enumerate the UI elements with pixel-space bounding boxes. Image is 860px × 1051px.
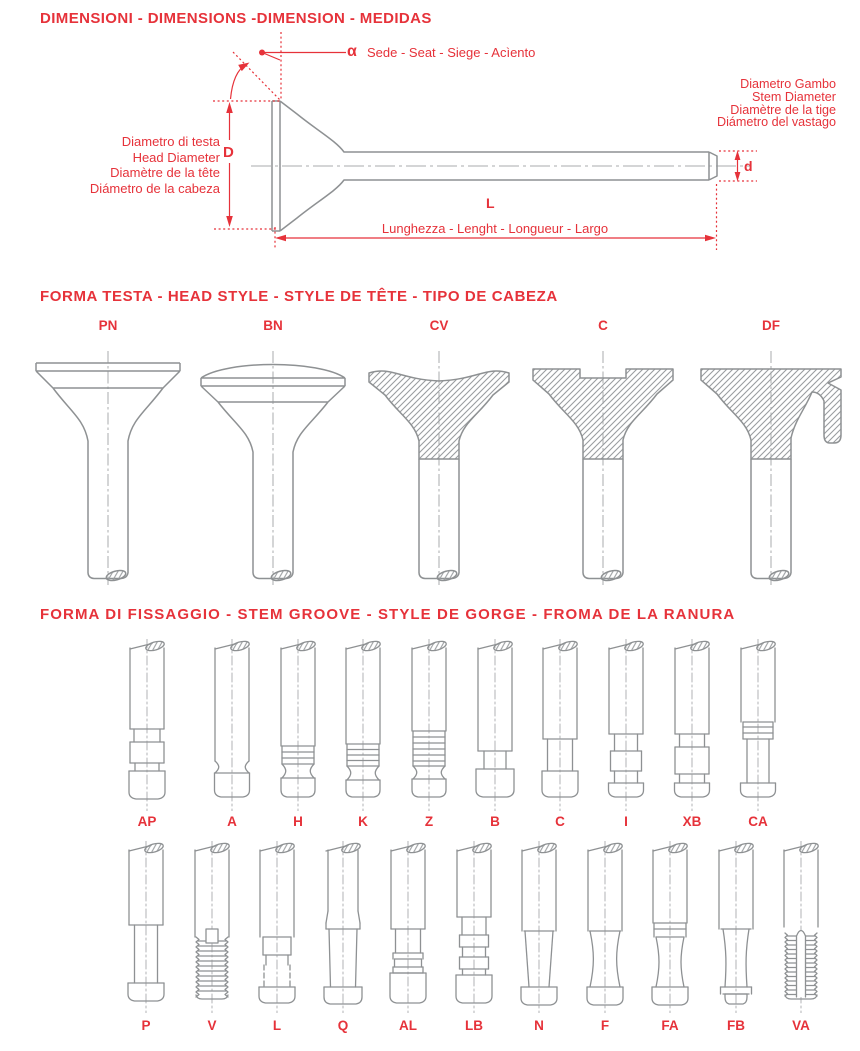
stem-groove-label-VA: VA (792, 1018, 810, 1033)
stem-groove-drawing-FA (637, 841, 703, 1013)
stem-groove-label-K: K (358, 814, 368, 829)
stem-groove-drawing-FB (703, 841, 769, 1013)
stem-groove-drawing-C (527, 639, 593, 811)
head-style-drawing-bn (191, 347, 355, 587)
stem-groove-drawing-XB (659, 639, 725, 811)
alpha-leader (262, 53, 346, 61)
head-style-label-c: C (598, 318, 608, 333)
stem-groove-drawing-V (179, 841, 245, 1013)
stem-groove-drawing-I (593, 639, 659, 811)
length-label: Lunghezza - Lenght - Longueur - Largo (381, 221, 609, 236)
stem-groove-label-XB: XB (682, 814, 702, 829)
stem-diameter-line: Diamètre de la tige (730, 102, 836, 117)
stem-groove-title: FORMA DI FISSAGGIO - STEM GROOVE - STYLE DE GORGE - FROMA DE LA RANURA (40, 606, 736, 623)
head-diameter-line: Diametro di testa (121, 134, 220, 149)
stem-groove-label-B: B (490, 814, 500, 829)
head-style-label-df: DF (762, 318, 780, 333)
head-style-label-cv: CV (429, 318, 449, 333)
head-style-drawing-pn (26, 347, 190, 587)
dimensions-title: DIMENSIONI - DIMENSIONS -DIMENSION - MEDIDAS (40, 10, 432, 27)
head-style-label-bn: BN (263, 318, 283, 333)
stem-diameter-line: Diametro Gambo (740, 77, 836, 91)
stem-groove-drawing-Z (396, 639, 462, 811)
stem-groove-drawing-AL (375, 841, 441, 1013)
stem-groove-drawing-CA (725, 639, 791, 811)
stem-groove-label-AP: AP (137, 814, 157, 829)
head-style-title: FORMA TESTA - HEAD STYLE - STYLE DE TÊTE - TIPO DE CABEZA (40, 288, 558, 305)
head-style-drawing-df (689, 347, 853, 587)
head-diameter-label (40, 134, 220, 196)
stem-groove-label-Z: Z (424, 814, 434, 829)
head-diameter-line: Diámetro de la cabeza (89, 180, 220, 196)
alpha-symbol: α (347, 43, 357, 60)
dimension-lines (213, 32, 757, 250)
stem-groove-label-C: C (555, 814, 565, 829)
stem-groove-drawing-F (572, 841, 638, 1013)
stem-groove-drawing-Q (310, 841, 376, 1013)
stem-groove-label-AL: AL (399, 1018, 417, 1033)
stem-groove-label-Q: Q (337, 1018, 349, 1033)
stem-groove-label-F: F (600, 1018, 610, 1033)
stem-groove-label-N: N (534, 1018, 544, 1033)
stem-diameter-label (656, 78, 836, 129)
stem-groove-label-H: H (293, 814, 303, 829)
stem-groove-drawing-A (199, 639, 265, 811)
stem-diameter-symbol: d (744, 158, 753, 174)
stem-groove-label-FA: FA (661, 1018, 679, 1033)
stem-groove-drawing-LB (441, 841, 507, 1013)
head-style-drawing-cv (357, 347, 521, 587)
stem-groove-drawing-N (506, 841, 572, 1013)
seat-label: Sede - Seat - Siege - Acìento (367, 45, 536, 60)
stem-diameter-line: Diámetro del vastago (716, 115, 836, 130)
stem-groove-drawing-AP (114, 639, 180, 811)
stem-groove-drawing-K (330, 639, 396, 811)
stem-groove-drawing-VA (768, 841, 834, 1013)
stem-groove-label-LB: LB (465, 1018, 483, 1033)
stem-groove-label-FB: FB (727, 1018, 745, 1033)
stem-groove-label-P: P (141, 1018, 151, 1033)
stem-groove-drawing-B (462, 639, 528, 811)
stem-groove-label-I: I (624, 814, 628, 829)
stem-groove-label-V: V (207, 1018, 217, 1033)
head-diameter-line: Head Diameter (132, 149, 220, 165)
head-diameter-symbol: D (223, 144, 234, 161)
seat-angle-arc (231, 65, 247, 100)
length-symbol: L (486, 195, 495, 211)
head-style-drawing-c (521, 347, 685, 587)
stem-groove-label-CA: CA (748, 814, 768, 829)
head-diameter-line: Diamètre de la tête (110, 165, 220, 181)
stem-groove-drawing-H (265, 639, 331, 811)
stem-groove-drawing-P (113, 841, 179, 1013)
stem-diameter-line: Stem Diameter (752, 89, 836, 104)
stem-groove-label-A: A (227, 814, 237, 829)
stem-groove-label-L: L (272, 1018, 282, 1033)
head-style-label-pn: PN (98, 318, 118, 333)
stem-groove-drawing-L (244, 841, 310, 1013)
